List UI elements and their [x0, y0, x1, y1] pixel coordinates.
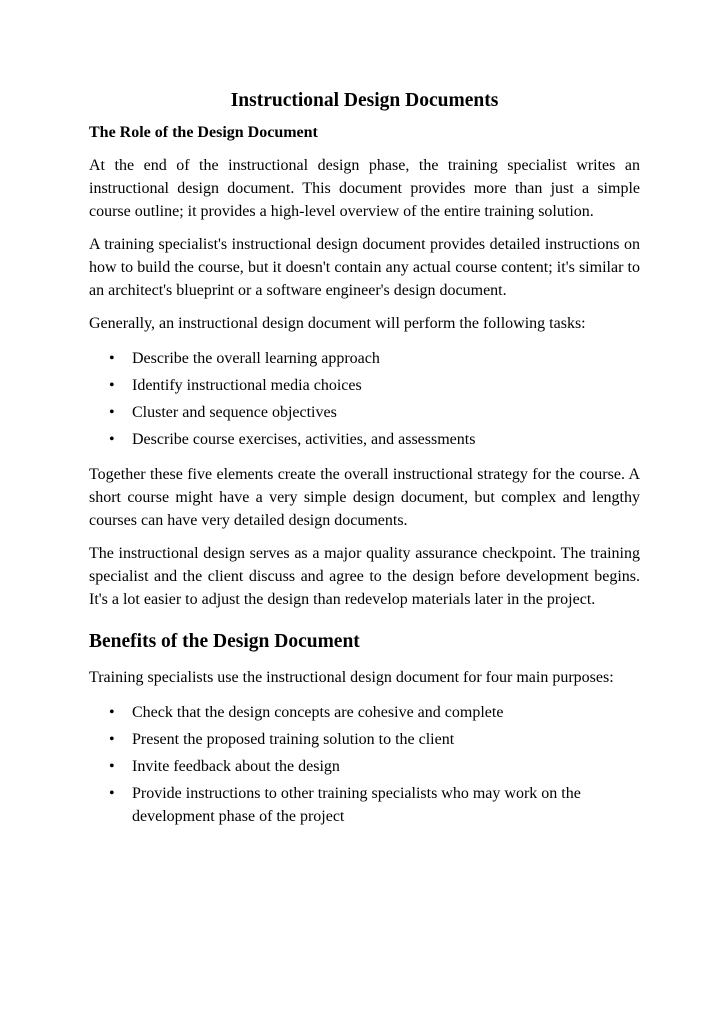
list-item: [89, 755, 640, 778]
list-item-text: Invite feedback about the design: [132, 758, 340, 775]
paragraph-quality-checkpoint: The instructional design serves as a major quality assurance checkpoint. The training specialist and the client discuss and agree to the design before development begins. It's a lot easier to adjust the design than redevelop materials later in the project.: [89, 545, 640, 608]
section-heading-benefits: Benefits of the Design Document: [89, 631, 360, 652]
bullet-icon: •: [109, 758, 115, 775]
paragraph-tasks-intro: Generally, an instructional design document will perform the following tasks:: [89, 315, 586, 332]
list-item: [89, 428, 640, 451]
bullet-icon: •: [109, 431, 115, 448]
document-title: Instructional Design Documents: [230, 90, 499, 111]
bullet-icon: •: [109, 404, 115, 421]
bullet-icon: •: [109, 350, 115, 367]
list-item-text: Describe the overall learning approach: [132, 350, 380, 367]
section-heading-role: The Role of the Design Document: [89, 124, 318, 141]
paragraph-role-intro: At the end of the instructional design phase, the training specialist writes an instructional design document. This document provides more than just a simple course outline; it provides a high-level overview of the entire training solution.: [89, 157, 640, 220]
list-item: [89, 782, 640, 828]
list-item: [89, 701, 640, 724]
bullet-icon: •: [109, 731, 115, 748]
list-item: [89, 728, 640, 751]
list-item-text: Identify instructional media choices: [132, 377, 362, 394]
paragraph-role-blueprint: A training specialist's instructional design document provides detailed instructions on how to build the course, but it doesn't contain any actual course content; it's similar to an architect's blueprint or a software engineer's design document.: [89, 236, 640, 299]
bullet-icon: •: [109, 704, 115, 721]
list-item-text: Describe course exercises, activities, and assessments: [132, 431, 476, 448]
list-item-text: Cluster and sequence objectives: [132, 404, 337, 421]
bullet-icon: •: [109, 377, 115, 394]
list-item-text: Present the proposed training solution to the client: [132, 731, 455, 748]
tasks-list: [89, 347, 640, 451]
list-item: [89, 401, 640, 424]
list-item: [89, 374, 640, 397]
paragraph-purposes-intro: Training specialists use the instructional design document for four main purposes:: [89, 669, 614, 686]
purposes-list: [89, 701, 640, 828]
list-item-text: Check that the design concepts are cohesive and complete: [132, 704, 504, 721]
bullet-icon: •: [109, 785, 115, 802]
paragraph-strategy: Together these five elements create the overall instructional strategy for the course. A short course might have a very simple design document, but complex and lengthy courses can have very detailed design documents.: [89, 466, 640, 529]
list-item-text: Provide instructions to other training specialists who may work on the development phase of the project: [132, 785, 581, 825]
list-item: [89, 347, 640, 370]
document-page: [89, 88, 640, 840]
